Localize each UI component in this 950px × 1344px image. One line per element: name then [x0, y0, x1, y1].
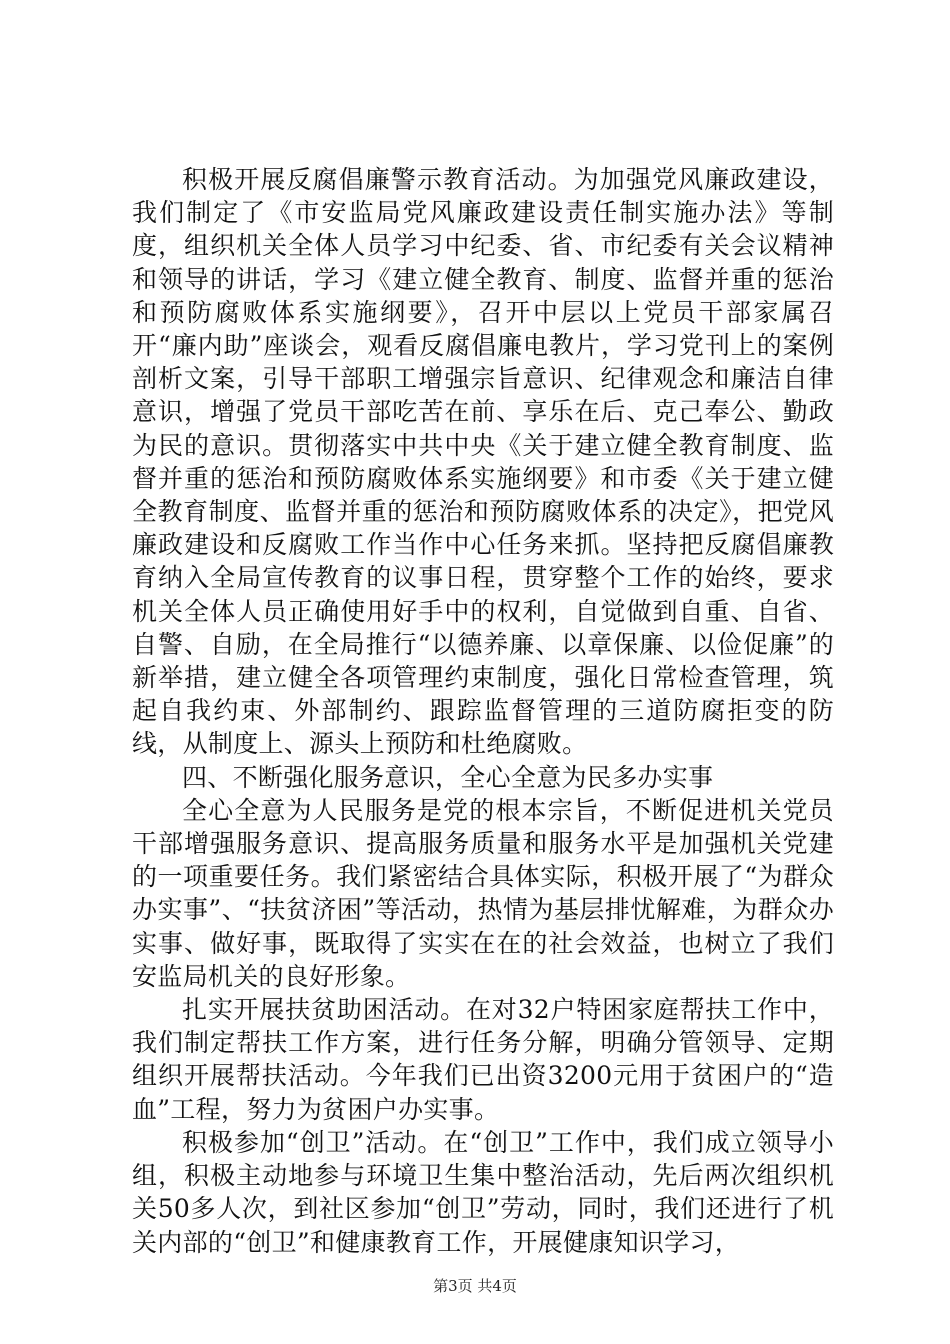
paragraph-serve-the-people: 全心全意为人民服务是党的根本宗旨，不断促进机关党员干部增强服务意识、提高服务质量和服务水平是加强机关党建的一项重要任务。我们紧密结合具体实际，积极开展了“为群众办实事”、“扶贫济困”等活动，热情为基层排忧解难，为群众办实事、做好事，既取得了实实在在的社会效益，也树立了我们安监局机关的良好形象。	[132, 795, 834, 991]
paragraph-anti-corruption-education: 积极开展反腐倡廉警示教育活动。为加强党风廉政建设，我们制定了《市安监局党风廉政建设责任制实施办法》等制度，组织机关全体人员学习中纪委、省、市纪委有关会议精神和领导的讲话，学习《建立健全教育、制度、监督并重的惩治和预防腐败体系实施纲要》，召开中层以上党员干部家属召开“廉内助”座谈会，观看反腐倡廉电教片，学习党刊上的案例剖析文案，引导干部职工增强宗旨意识、纪律观念和廉洁自律意识，增强了党员干部吃苦在前、享乐在后、克己奉公、勤政为民的意识。贯彻落实中共中央《关于建立健全教育制度、监督并重的惩治和预防腐败体系实施纲要》和市委《关于建立健全教育制度、监督并重的惩治和预防腐败体系的决定》，把党风廉政建设和反腐败工作当作中心任务来抓。坚持把反腐倡廉教育纳入全局宣传教育的议事日程，贯穿整个工作的始终，要求机关全体人员正确使用好手中的权利，自觉做到自重、自省、自警、自励，在全局推行“以德养廉、以章保廉、以俭促廉”的新举措，建立健全各项管理约束制度，强化日常检查管理，筑起自我约束、外部制约、跟踪监督管理的三道防腐拒变的防线，从制度上、源头上预防和杜绝腐败。	[132, 165, 834, 759]
page-number-footer: 第3页 共4页	[433, 1277, 517, 1295]
paragraph-sanitation-campaign: 积极参加“创卫”活动。在“创卫”工作中，我们成立领导小组，积极主动地参与环境卫生集中整治活动，先后两次组织机关50多人次，到社区参加“创卫”劳动，同时，我们还进行了机关内部的“创卫”和健康教育工作，开展健康知识学习，	[132, 1127, 834, 1257]
section-heading-service-awareness: 四、不断强化服务意识，全心全意为民多办实事	[182, 762, 714, 792]
document-body	[132, 163, 834, 1259]
paragraph-poverty-assistance: 扎实开展扶贫助困活动。在对32户特困家庭帮扶工作中，我们制定帮扶工作方案，进行任务分解，明确分管领导、定期组织开展帮扶活动。今年我们已出资3200元用于贫困户的“造血”工程，努力为贫困户办实事。	[132, 995, 834, 1124]
